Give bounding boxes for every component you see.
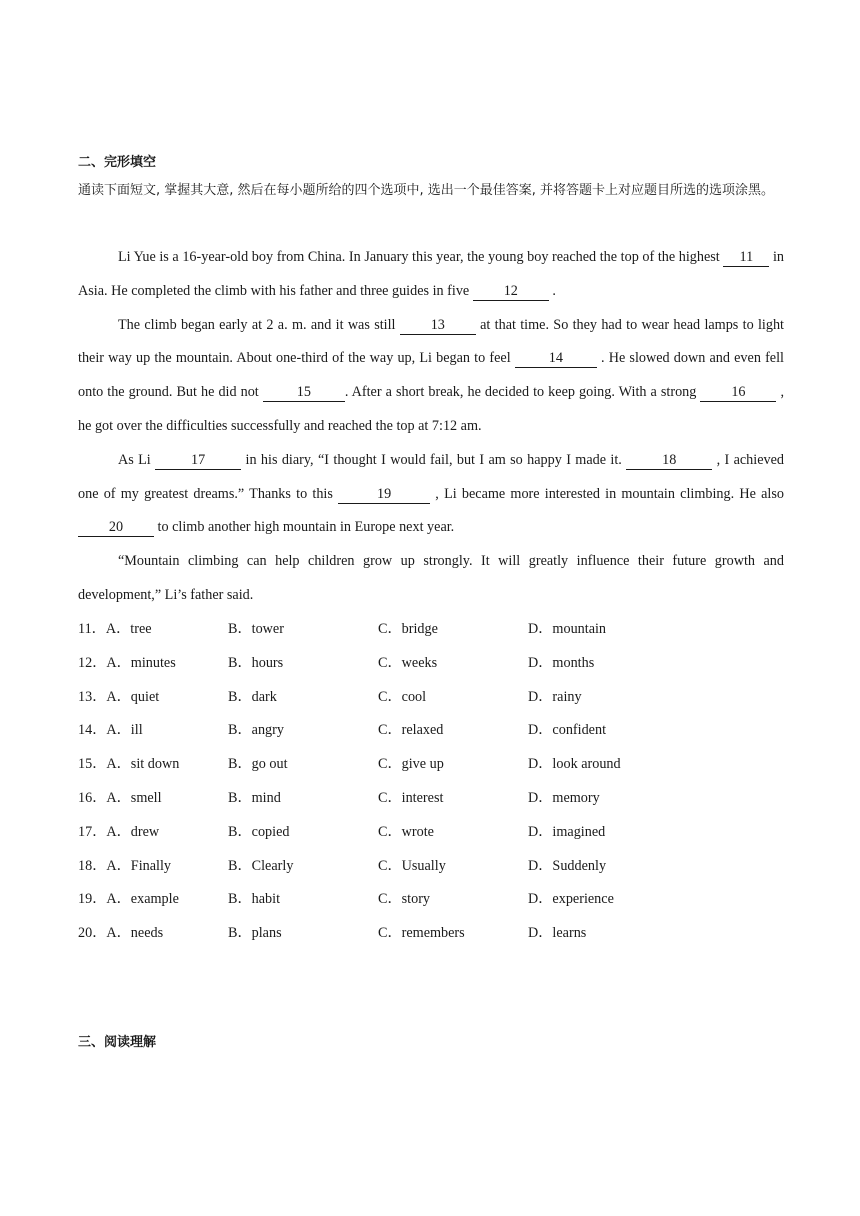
option-c: C．cool <box>378 688 427 705</box>
blank-18: 18 <box>626 451 712 470</box>
question-options-list <box>78 613 784 951</box>
question-row-15 <box>78 748 784 782</box>
option-c: C．bridge <box>378 621 438 637</box>
option-a: 15．A．sit down <box>78 756 180 773</box>
blank-13: 13 <box>400 316 476 335</box>
option-d: D．confident <box>528 722 607 739</box>
option-b: B．Clearly <box>228 857 294 874</box>
blank-14: 14 <box>515 349 597 368</box>
section-title-reading: 三、阅读理解 <box>78 1035 157 1050</box>
option-d: D．memory <box>528 789 600 806</box>
option-d: D．mountain <box>528 621 607 637</box>
option-d: D．learns <box>528 925 587 942</box>
option-d: D．months <box>528 654 595 671</box>
cloze-instructions: 通读下面短文, 掌握其大意, 然后在每小题所给的四个选项中, 选出一个最佳答案, 并将答题卡上对应题目所选的选项涂黑。 <box>78 183 775 198</box>
question-row-16 <box>78 782 784 816</box>
option-c: C．interest <box>378 789 444 806</box>
option-a: 16．A．smell <box>78 789 162 806</box>
passage-text: Li Yue is a 16-year-old boy from China. In January this year, the young boy reached the top of the highest <box>118 249 724 265</box>
question-row-17 <box>78 816 784 850</box>
option-d: D．imagined <box>528 823 606 840</box>
passage-text: . After a short break, he decided to keep going. With a strong <box>344 384 701 401</box>
blank-19: 19 <box>338 485 430 504</box>
option-b: B．dark <box>228 688 277 705</box>
passage-paragraph-1 <box>78 241 784 309</box>
passage-text: to climb another high mountain in Europe next year. <box>154 519 455 536</box>
blank-11: 11 <box>723 248 769 267</box>
option-c: C．story <box>378 891 431 908</box>
option-a: 14．A．ill <box>78 722 143 739</box>
option-c: C．remembers <box>378 925 465 942</box>
passage-text: at that time. So they had to wear head lamps to light their way up the mountain. About one-third of the way up, Li began to feel <box>78 316 784 367</box>
blank-12: 12 <box>473 282 549 301</box>
option-b: B．habit <box>228 891 281 908</box>
option-d: D．look around <box>528 756 621 773</box>
blank-17: 17 <box>155 451 241 470</box>
section-title-cloze: 二、完形填空 <box>78 155 157 170</box>
question-row-18 <box>78 850 784 884</box>
option-b: B．hours <box>228 654 284 671</box>
option-b: B．plans <box>228 925 282 942</box>
option-b: B．copied <box>228 823 290 840</box>
passage-text: , he got over the difficulties successfully and reached the top at 7:12 am. <box>78 384 785 434</box>
passage-text: . He slowed down and even fell onto the ground. But he did not <box>78 350 784 401</box>
option-b: B．go out <box>228 756 288 773</box>
option-a: 20．A．needs <box>78 925 164 942</box>
blank-20: 20 <box>78 518 154 537</box>
passage-text: As Li <box>118 451 156 468</box>
option-c: C．Usually <box>378 857 446 874</box>
option-b: B．tower <box>228 621 284 637</box>
option-a: 19．A．example <box>78 891 179 908</box>
cloze-passage <box>78 241 784 613</box>
option-b: B．angry <box>228 722 284 739</box>
question-row-13 <box>78 681 784 715</box>
option-a: 17．A．drew <box>78 823 160 840</box>
option-a: 13．A．quiet <box>78 688 160 705</box>
passage-paragraph-3 <box>78 444 784 545</box>
option-a: 12．A．minutes <box>78 654 176 671</box>
option-c: C．wrote <box>378 823 434 840</box>
question-row-12 <box>78 647 784 681</box>
blank-16: 16 <box>700 383 776 402</box>
option-d: D．rainy <box>528 688 582 705</box>
question-row-14 <box>78 714 784 748</box>
passage-text: in his diary, “I thought I would fail, but I am so happy I made it. <box>241 451 627 468</box>
passage-text: in Asia. He completed the climb with his father and three guides in five <box>78 249 784 299</box>
option-c: C．give up <box>378 756 444 773</box>
option-c: C．relaxed <box>378 722 444 739</box>
passage-text: , I achieved one of my greatest dreams.” Thanks to this <box>78 451 785 502</box>
option-d: D．Suddenly <box>528 857 607 874</box>
blank-15: 15 <box>263 383 345 402</box>
option-b: B．mind <box>228 789 281 806</box>
option-c: C．weeks <box>378 654 438 671</box>
passage-text: , Li became more interested in mountain climbing. He also <box>430 485 784 502</box>
option-a: 11．A．tree <box>78 621 152 637</box>
passage-text: The climb began early at 2 a. m. and it was still <box>118 316 400 333</box>
question-row-19 <box>78 883 784 917</box>
passage-paragraph-4: “Mountain climbing can help children grow up strongly. It will greatly influence their future growth and development,” Li’s father said. <box>78 553 784 603</box>
question-row-20 <box>78 917 784 951</box>
passage-text: . <box>548 282 556 299</box>
option-d: D．experience <box>528 891 614 908</box>
option-a: 18．A．Finally <box>78 857 172 874</box>
passage-paragraph-2 <box>78 309 784 444</box>
question-row-11 <box>78 613 784 647</box>
